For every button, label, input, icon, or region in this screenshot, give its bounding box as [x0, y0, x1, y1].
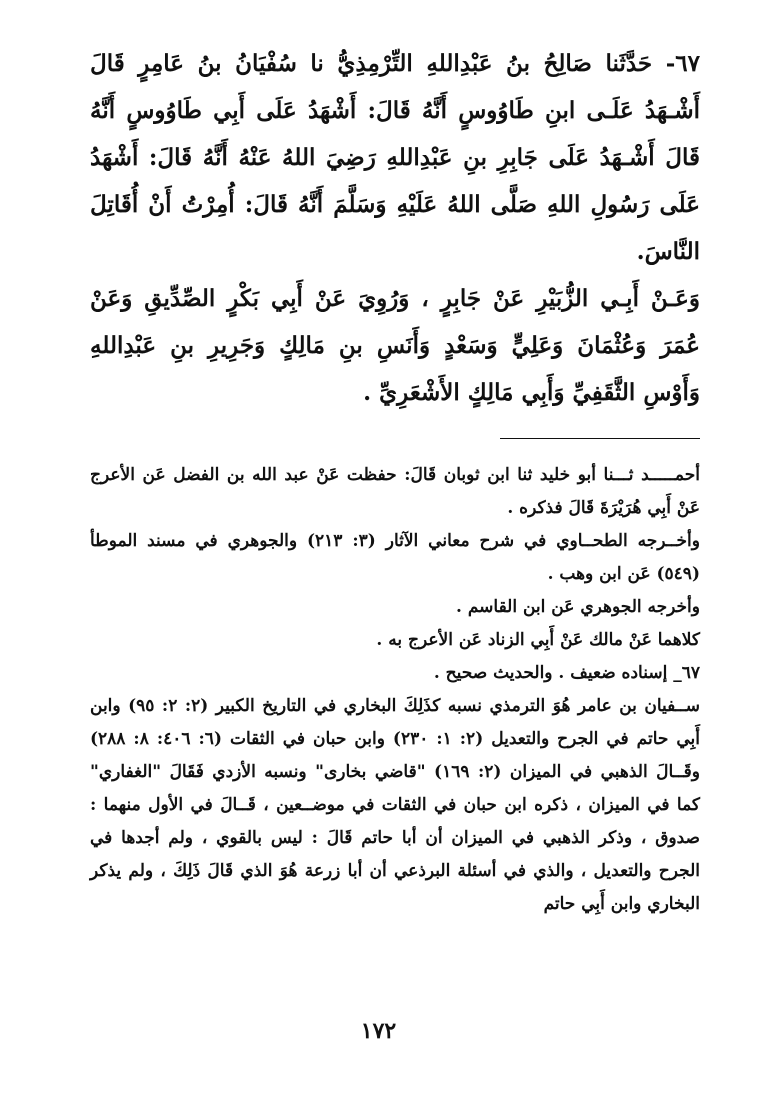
footnote-paragraph: ســفيان بن عامر هُوَ الترمذي نسبه كذَلِكَ البخاري في التاريخ الكبير (٢: ٢: ٩٥) وابن أَبِي حاتم في الجرح والتعديل (٢: ١: ٢٣٠) وابن حبان في الثقات (٦: ٤٠٦: ٨: ٢٨٨) وقَــالَ الذهبي في الميزان (٢: ١٦٩) "قاضي بخارى" ونسبه الأزدي فَقَالَ "الغفاري" كما في الميزان ، ذكره ابن حبان في الثقات في موضــعين ، قَــالَ في الأول منهما : صدوق ، وذكر الذهبي في الميزان أن أبا حاتم قَالَ : ليس بالقوي ، ولم أجدها في الجرح والتعديل ، والذي في أسئلة البرذعي أن أبا زرعة هُوَ الذي قَالَ ذَلِكَ ، ولم يذكر البخاري وابن أَبِي حاتم [90, 696, 700, 914]
footnote-divider [500, 438, 700, 439]
footnote-paragraph: وأخرجه الجوهري عَن ابن القاسم . [456, 597, 700, 617]
page-number: ١٧٢ [360, 1018, 397, 1044]
footnote-paragraph: وأخــرجه الطحــاوي في شرح معاني الآثار (٣: ٢١٣) والجوهري في مسند الموطأ (٥٤٩) عَن ابن وهب . [90, 531, 700, 584]
hadith-text [90, 40, 700, 416]
hadith-paragraph: ٦٧- حَدَّثَنا صَالِحُ بنُ عَبْدِاللهِ التِّرْمِذِيُّ نا سُفْيَانُ بنُ عَامِرٍ قَالَ أَشْـهَدُ عَلَـى ابنِ طَاوُوسٍ أَنَّهُ قَالَ: أَشْهَدُ عَلَى أَبِي طَاوُوسٍ أَنَّهُ قَالَ أَشْـهَدُ عَلَى جَابِرِ بنِ عَبْدِاللهِ رَضِيَ اللهُ عَنْهُ أَنَّهُ قَالَ: أَشْهَدُ عَلَى رَسُولِ اللهِ صَلَّى اللهُ عَلَيْهِ وَسَلَّمَ أَنَّهُ قَالَ: أُمِرْتُ أَنْ أُقَاتِلَ النَّاسَ. [90, 50, 700, 265]
footnote-paragraph: أحمـــــد ثـــنا أبو خليد ثنا ابن ثوبان قَالَ: حفظت عَنْ عبد الله بن الفضل عَن الأعرج عَنْ أَبِي هُرَيْرَةَ قَالَ فذكره . [90, 465, 700, 518]
footnotes [90, 459, 700, 921]
hadith-paragraph: وَعَـنْ أَبِـي الزُّبَيْرِ عَنْ جَابِرٍ ، وَرُوِيَ عَنْ أَبِي بَكْرٍ الصِّدِّيقِ وَعَنْ عُمَرَ وَعُثْمَانَ وَعَلِيٍّ وَسَعْدٍ وَأَنَسِ بنِ مَالِكٍ وَجَرِيرِ بنِ عَبْدِاللهِ وَأَوْسِ الثَّقَفِيِّ وَأَبِي مَالِكٍ الأَشْعَرِيِّ . [90, 285, 700, 406]
footnote-paragraph: كلاهما عَنْ مالك عَنْ أَبِي الزناد عَن الأعرج به . [376, 630, 700, 650]
footnote-paragraph: ٦٧_ إسناده ضعيف . والحديث صحيح . [433, 663, 700, 683]
page-body [90, 40, 700, 921]
